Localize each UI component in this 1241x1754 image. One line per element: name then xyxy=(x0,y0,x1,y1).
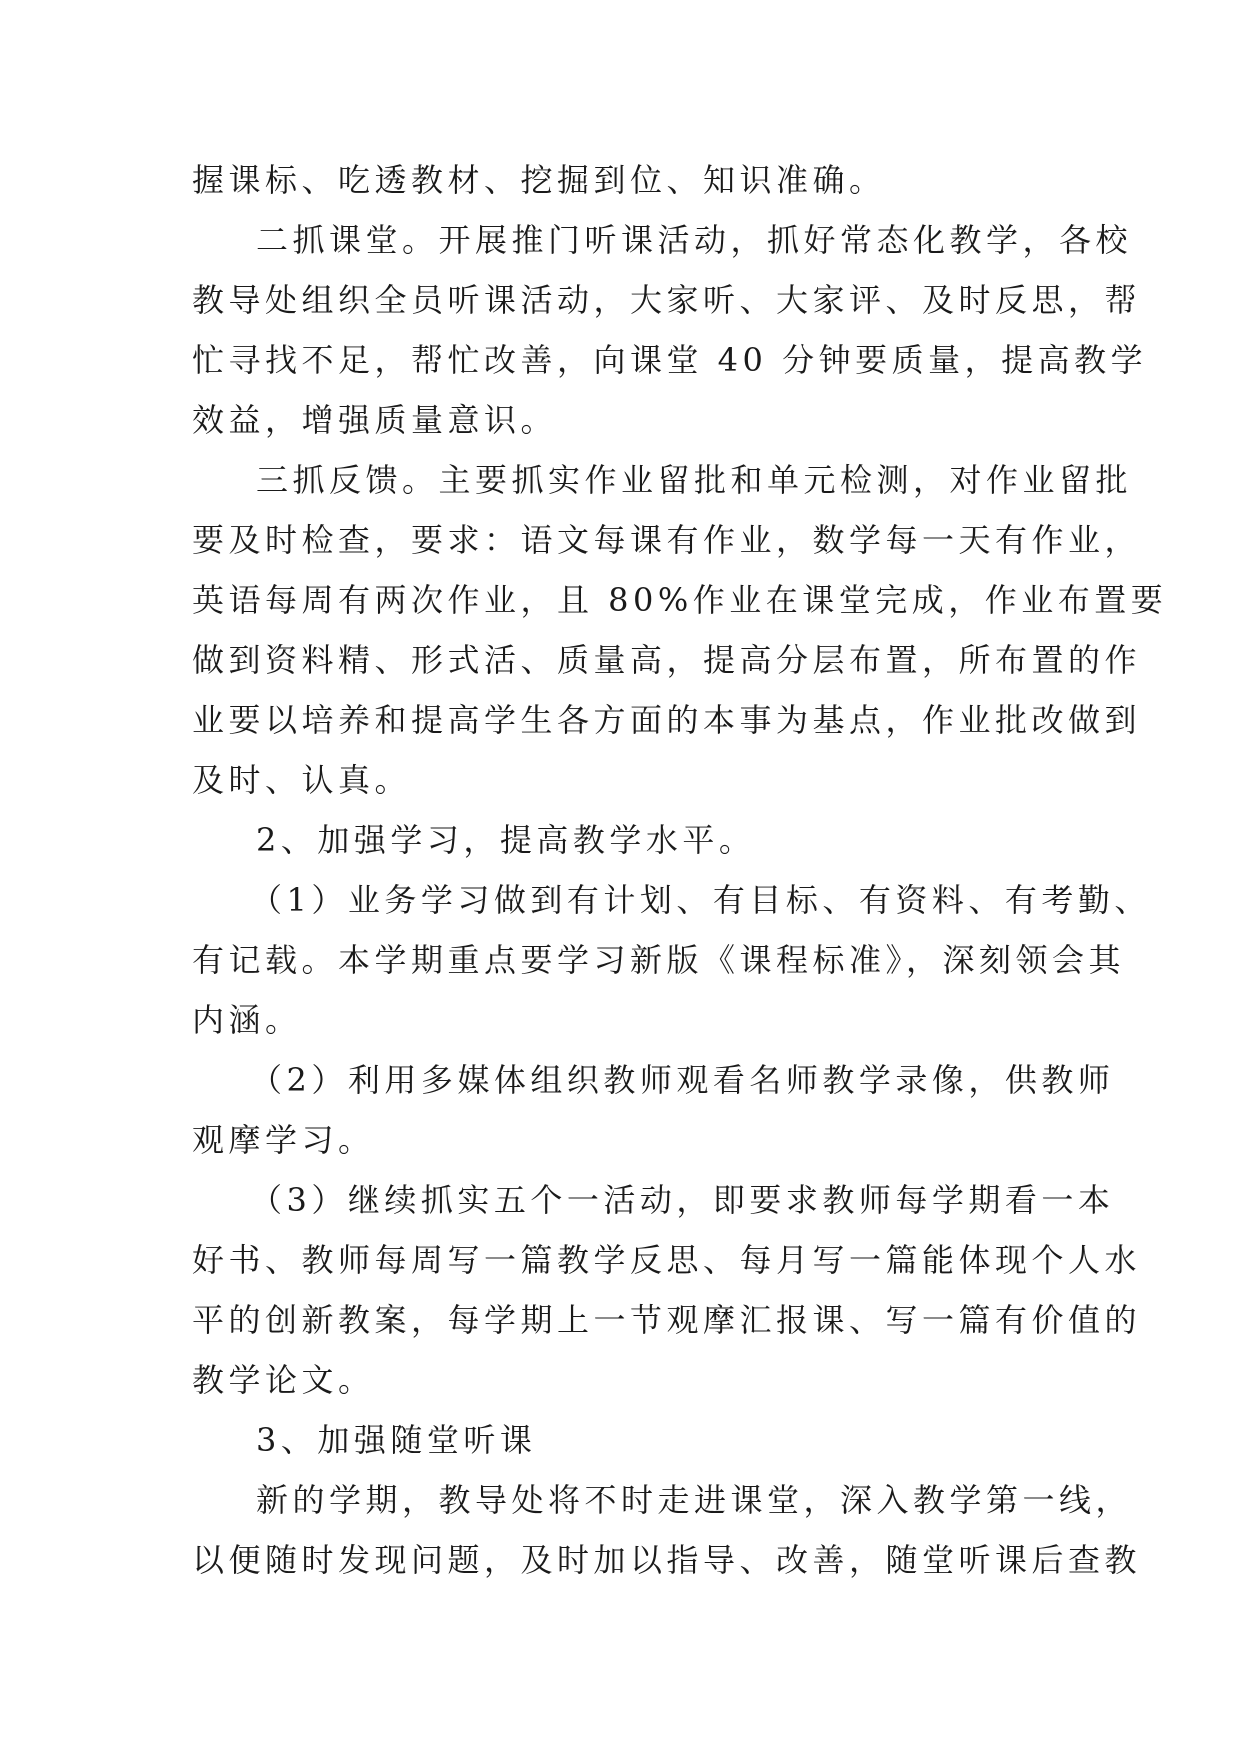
text-line: 做到资料精、形式活、质量高，提高分层布置，所布置的作 xyxy=(192,641,1142,679)
section-heading-2: 2、加强学习，提高教学水平。 xyxy=(256,821,756,859)
text-line: 内涵。 xyxy=(192,1001,302,1039)
list-item-3: （3）继续抓实五个一活动，即要求教师每学期看一本 xyxy=(250,1181,1115,1219)
section-heading-3: 3、加强随堂听课 xyxy=(256,1421,537,1459)
text-line: 平的创新教案，每学期上一节观摩汇报课、写一篇有价值的 xyxy=(192,1301,1142,1339)
text-line: 以便随时发现问题，及时加以指导、改善，随堂听课后查教 xyxy=(192,1541,1142,1579)
text-line: 要及时检查，要求：语文每课有作业，数学每一天有作业， xyxy=(192,521,1142,559)
text-line: 忙寻找不足，帮忙改善，向课堂 40 分钟要质量，提高教学 xyxy=(192,341,1148,379)
text-line: 教导处组织全员听课活动，大家听、大家评、及时反思，帮 xyxy=(192,281,1142,319)
paragraph-new-semester: 新的学期，教导处将不时走进课堂，深入教学第一线， xyxy=(256,1481,1133,1519)
text-line: 业要以培养和提高学生各方面的本事为基点，作业批改做到 xyxy=(192,701,1142,739)
text-line: 英语每周有两次作业，且 80%作业在课堂完成，作业布置要 xyxy=(192,581,1168,619)
text-line: 效益，增强质量意识。 xyxy=(192,401,558,439)
list-item-2: （2）利用多媒体组织教师观看名师教学录像，供教师 xyxy=(250,1061,1115,1099)
text-line: 有记载。本学期重点要学习新版《课程标准》，深刻领会其 xyxy=(192,941,1126,979)
text-line: 教学论文。 xyxy=(192,1361,375,1399)
text-line: 好书、教师每周写一篇教学反思、每月写一篇能体现个人水 xyxy=(192,1241,1142,1279)
list-item-1: （1）业务学习做到有计划、有目标、有资料、有考勤、 xyxy=(250,881,1151,919)
text-line: 及时、认真。 xyxy=(192,761,412,799)
paragraph-second-focus-classroom: 二抓课堂。开展推门听课活动，抓好常态化教学，各校 xyxy=(256,221,1133,259)
paragraph-third-focus-feedback: 三抓反馈。主要抓实作业留批和单元检测，对作业留批 xyxy=(256,461,1133,499)
text-line: 握课标、吃透教材、挖掘到位、知识准确。 xyxy=(192,161,886,199)
document-body xyxy=(192,150,1168,1590)
text-line: 观摩学习。 xyxy=(192,1121,375,1159)
